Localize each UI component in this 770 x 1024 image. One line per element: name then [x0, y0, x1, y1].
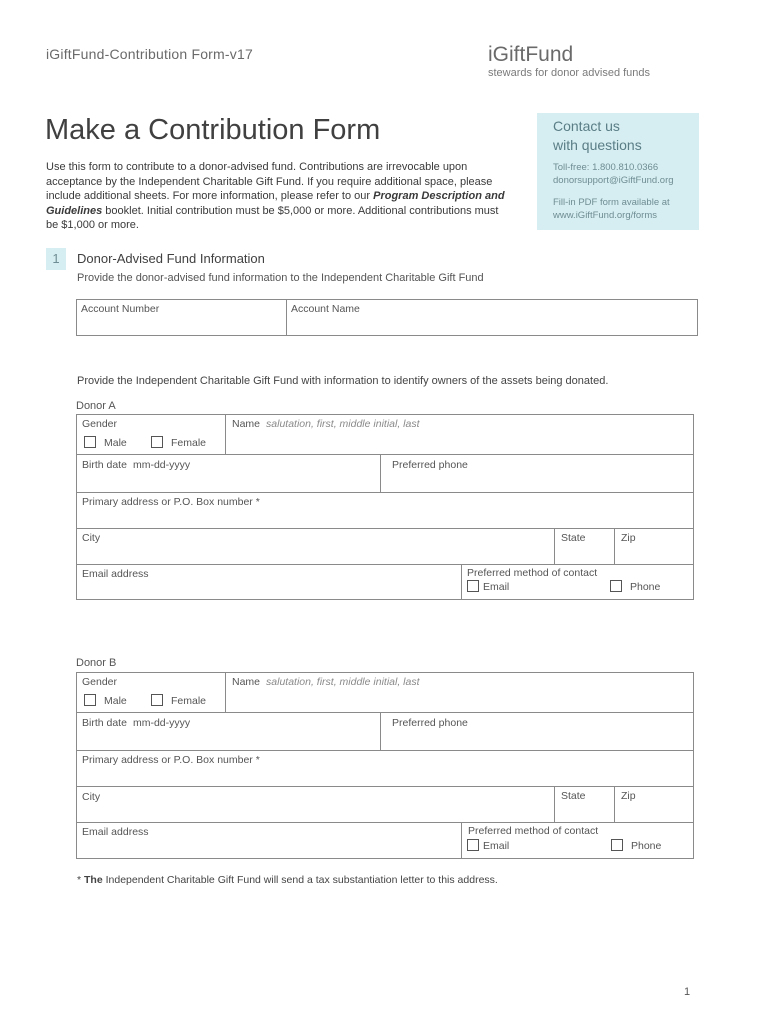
donor-b-birth-field[interactable]: Birth date mm-dd-yyyy — [82, 717, 191, 729]
donor-a-city-field[interactable]: City — [82, 532, 101, 544]
donor-b-phone-field[interactable]: Preferred phone — [392, 717, 468, 729]
section-number: 1 — [46, 248, 66, 270]
donor-b-address-field[interactable]: Primary address or P.O. Box number * — [82, 754, 260, 766]
donor-a-email-option[interactable]: Email — [467, 580, 509, 593]
contact-box — [537, 113, 699, 230]
brand-logo-text: iGiftFund — [488, 43, 574, 66]
donor-a-phone-option[interactable]: Phone — [610, 580, 660, 593]
pdf-link[interactable]: www.iGiftFund.org/forms — [553, 210, 657, 221]
donor-a-email-field[interactable]: Email address — [82, 568, 149, 580]
donor-b-email-checkbox[interactable] — [467, 839, 479, 851]
contact-phone: Toll-free: 1.800.810.0366 — [553, 162, 659, 173]
donor-b-gender-label: Gender — [82, 676, 118, 688]
donor-a-label: Donor A — [76, 400, 116, 412]
contact-heading: Contact us with questions — [553, 118, 642, 153]
intro-paragraph: Use this form to contribute to a donor-advised fund. Contributions are irrevocable upon acceptance by the Independent Charitable Gift Fund. If you require additional space, please include additional sheets. For more information, please refer to our Program Description and Guidelines booklet. Initial contribution must be $5,000 or more. Additional contributions must be $1,000 or more. — [46, 161, 505, 231]
donor-a-address-field[interactable]: Primary address or P.O. Box number * — [82, 496, 260, 508]
account-name-field[interactable] — [286, 299, 698, 336]
donor-a-gender-label: Gender — [82, 418, 118, 430]
document-id: iGiftFund-Contribution Form-v17 — [46, 46, 253, 62]
address-footnote: * The Independent Charitable Gift Fund will send a tax substantiation letter to this address. — [77, 874, 498, 886]
donor-b-email-field[interactable]: Email address — [82, 826, 149, 838]
donor-b-zip-field[interactable]: Zip — [621, 790, 636, 802]
donor-b-phone-option[interactable]: Phone — [611, 839, 661, 852]
donor-a-email-checkbox[interactable] — [467, 580, 479, 592]
donor-a-phone-field[interactable]: Preferred phone — [392, 459, 468, 471]
section-subtitle: Provide the donor-advised fund information to the Independent Charitable Gift Fund — [77, 272, 484, 284]
donor-b-male-option[interactable]: Male — [84, 694, 127, 707]
donor-a-contact-method-label: Preferred method of contact — [467, 567, 598, 579]
donor-a-zip-field[interactable]: Zip — [621, 532, 636, 544]
brand-tagline: stewards for donor advised funds — [488, 67, 651, 79]
donor-a-form — [76, 414, 694, 600]
pdf-note: Fill-in PDF form available at — [553, 197, 670, 208]
donor-b-city-field[interactable]: City — [82, 791, 101, 803]
guidelines-booklet-title: Program Description and Guidelines — [46, 190, 505, 217]
section-title: Donor-Advised Fund Information — [77, 251, 265, 266]
donor-b-state-field[interactable]: State — [561, 790, 586, 802]
donor-a-female-option[interactable]: Female — [151, 436, 206, 449]
donor-b-contact-method-label: Preferred method of contact — [468, 825, 599, 837]
account-number-label: Account Number — [81, 303, 160, 315]
account-name-label: Account Name — [291, 303, 360, 315]
donor-a-male-checkbox[interactable] — [84, 436, 96, 448]
donor-b-label: Donor B — [76, 657, 117, 669]
page-number: 1 — [684, 986, 691, 998]
account-number-field[interactable] — [76, 299, 287, 336]
contact-email[interactable]: donorsupport@iGiftFund.org — [553, 175, 674, 186]
donor-a-phone-checkbox[interactable] — [610, 580, 622, 592]
donor-b-name-field[interactable]: Name salutation, first, middle initial, last — [232, 676, 420, 688]
donor-b-form — [76, 672, 694, 859]
donor-b-male-checkbox[interactable] — [84, 694, 96, 706]
donor-b-female-option[interactable]: Female — [151, 694, 206, 707]
donor-a-birth-field[interactable]: Birth date mm-dd-yyyy — [82, 459, 191, 471]
donor-a-state-field[interactable]: State — [561, 532, 586, 544]
donor-b-email-option[interactable]: Email — [467, 839, 509, 852]
donor-b-female-checkbox[interactable] — [151, 694, 163, 706]
owners-paragraph: Provide the Independent Charitable Gift Fund with information to identify owners of the assets being donated. — [77, 375, 609, 387]
donor-a-name-field[interactable]: Name salutation, first, middle initial, last — [232, 418, 420, 430]
donor-a-male-option[interactable]: Male — [84, 436, 127, 449]
donor-b-phone-checkbox[interactable] — [611, 839, 623, 851]
donor-a-female-checkbox[interactable] — [151, 436, 163, 448]
page-title: Make a Contribution Form — [45, 114, 381, 146]
